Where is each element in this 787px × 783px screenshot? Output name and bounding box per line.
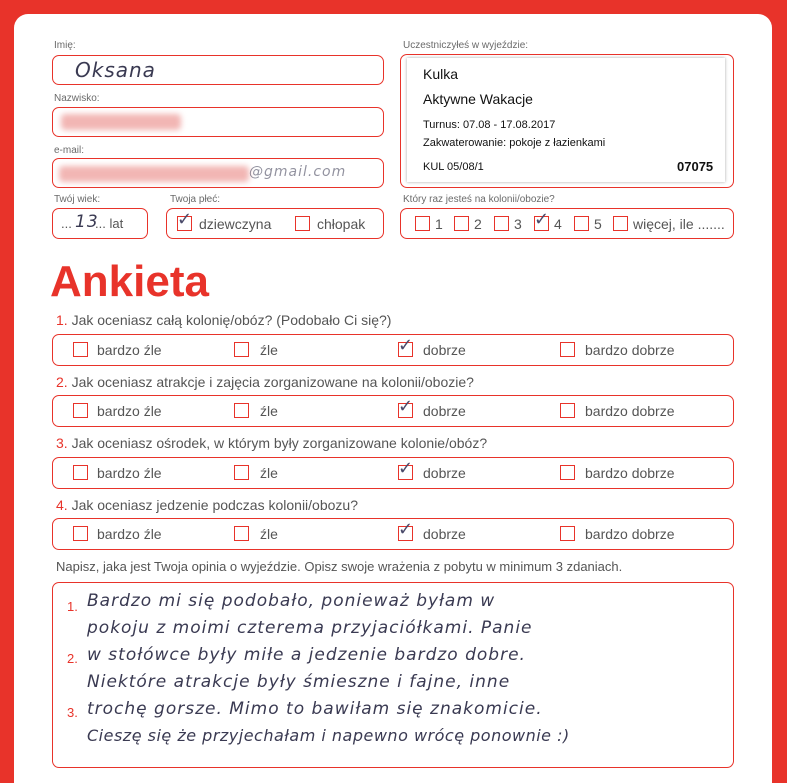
opinion-line-1: Bardzo mi się podobało, ponieważ byłam w bbox=[87, 591, 496, 611]
q4-checkbox-zle[interactable] bbox=[234, 526, 249, 541]
name-value: Oksana bbox=[75, 58, 156, 82]
q2-option-bardzo-zle: bardzo źle bbox=[97, 403, 162, 419]
opinion-line-2: pokoju z moimi czterema przyjaciółkami. Panie bbox=[87, 618, 533, 638]
q4-checkbox-bardzo-dobrze[interactable] bbox=[560, 526, 575, 541]
trip-card-line2: Aktywne Wakacje bbox=[423, 91, 533, 107]
q1-option-dobrze: dobrze bbox=[423, 342, 466, 358]
age-suffix: ... lat bbox=[95, 216, 124, 231]
age-value: 13 bbox=[75, 212, 99, 232]
trip-card-line1: Kulka bbox=[423, 66, 459, 82]
opinion-line-3: w stołówce były miłe a jedzenie bardzo dobre. bbox=[87, 645, 526, 665]
q4-option-bardzo-zle: bardzo źle bbox=[97, 526, 162, 542]
gender-field bbox=[166, 208, 384, 239]
q3-checkbox-zle[interactable] bbox=[234, 465, 249, 480]
opinion-line-4: Niektóre atrakcje były śmieszne i fajne, inne bbox=[87, 672, 511, 692]
question-4 bbox=[56, 497, 358, 513]
participant-label: Uczestniczyłeś w wyjeździe: bbox=[403, 40, 529, 51]
trip-number: 07075 bbox=[677, 159, 714, 174]
check-mark-icon: ✓ bbox=[398, 396, 414, 417]
accommodation-label: Zakwaterowanie: bbox=[423, 137, 507, 149]
question-1-number: 1. bbox=[56, 312, 68, 328]
question-3-number: 3. bbox=[56, 435, 68, 451]
email-redacted bbox=[59, 166, 249, 182]
q1-option-bardzo-zle: bardzo źle bbox=[97, 342, 162, 358]
times-checkbox-more[interactable] bbox=[613, 216, 628, 231]
question-4-text: Jak oceniasz jedzenie podczas kolonii/obozu? bbox=[71, 497, 358, 513]
times-option-5: 5 bbox=[594, 216, 602, 232]
q4-option-dobrze: dobrze bbox=[423, 526, 466, 542]
q2-option-bardzo-dobrze: bardzo dobrze bbox=[585, 403, 675, 419]
times-option-4: 4 bbox=[554, 216, 562, 232]
q1-option-bardzo-dobrze: bardzo dobrze bbox=[585, 342, 675, 358]
answer-row-4 bbox=[52, 518, 734, 550]
q1-checkbox-zle[interactable] bbox=[234, 342, 249, 357]
opinion-prompt: Napisz, jaka jest Twoja opinia o wyjeździe. Opisz swoje wrażenia z pobytu w minimum 3 zdaniach. bbox=[56, 559, 623, 574]
q3-checkbox-bardzo-zle[interactable] bbox=[73, 465, 88, 480]
question-3 bbox=[56, 435, 487, 451]
q4-checkbox-dobrze[interactable] bbox=[398, 519, 414, 541]
times-option-more: więcej, ile ....... bbox=[633, 216, 725, 232]
q2-option-zle: źle bbox=[260, 403, 278, 419]
q2-checkbox-bardzo-dobrze[interactable] bbox=[560, 403, 575, 418]
surname-redacted bbox=[61, 114, 181, 130]
times-option-1: 1 bbox=[435, 216, 443, 232]
q1-option-zle: źle bbox=[260, 342, 278, 358]
surname-field[interactable] bbox=[52, 107, 384, 137]
trip-card bbox=[407, 58, 725, 182]
opinion-box[interactable] bbox=[52, 582, 734, 768]
age-field[interactable] bbox=[52, 208, 148, 239]
times-checkbox-5[interactable] bbox=[574, 216, 589, 231]
q4-option-bardzo-dobrze: bardzo dobrze bbox=[585, 526, 675, 542]
question-2-number: 2. bbox=[56, 374, 68, 390]
q1-checkbox-bardzo-zle[interactable] bbox=[73, 342, 88, 357]
opinion-line-6: Cieszę się że przyjechałam i napewno wrócę ponownie :) bbox=[87, 726, 570, 745]
q2-checkbox-zle[interactable] bbox=[234, 403, 249, 418]
question-1 bbox=[56, 312, 391, 328]
times-option-3: 3 bbox=[514, 216, 522, 232]
q2-option-dobrze: dobrze bbox=[423, 403, 466, 419]
times-checkbox-2[interactable] bbox=[454, 216, 469, 231]
opinion-number-1: 1. bbox=[67, 599, 78, 614]
survey-title: Ankieta bbox=[50, 257, 209, 306]
answer-row-3 bbox=[52, 457, 734, 489]
gender-option-girl: dziewczyna bbox=[199, 216, 272, 232]
q3-checkbox-bardzo-dobrze[interactable] bbox=[560, 465, 575, 480]
times-checkbox-3[interactable] bbox=[494, 216, 509, 231]
trip-code: KUL 05/08/1 bbox=[423, 161, 484, 173]
check-mark-icon: ✓ bbox=[398, 458, 414, 479]
q4-checkbox-bardzo-zle[interactable] bbox=[73, 526, 88, 541]
question-1-text: Jak oceniasz całą kolonię/obóz? (Podobało Ci się?) bbox=[71, 312, 392, 328]
opinion-line-5: trochę gorsze. Mimo to bawiłam się znakomicie. bbox=[87, 699, 543, 719]
turnus-label: Turnus: bbox=[423, 119, 460, 131]
q3-option-zle: źle bbox=[260, 465, 278, 481]
answer-row-2 bbox=[52, 395, 734, 427]
email-field[interactable] bbox=[52, 158, 384, 188]
times-option-2: 2 bbox=[474, 216, 482, 232]
surname-label: Nazwisko: bbox=[54, 93, 100, 104]
email-visible: @gmail.com bbox=[249, 164, 347, 180]
turnus-value: 07.08 - 17.08.2017 bbox=[462, 119, 556, 131]
question-2-text: Jak oceniasz atrakcje i zajęcia zorganizowane na kolonii/obozie? bbox=[71, 374, 474, 390]
name-label: Imię: bbox=[54, 40, 76, 51]
email-label: e-mail: bbox=[54, 145, 85, 156]
opinion-number-3: 3. bbox=[67, 705, 78, 720]
times-checkbox-1[interactable] bbox=[415, 216, 430, 231]
q2-checkbox-dobrze[interactable] bbox=[398, 396, 414, 418]
accommodation-value: pokoje z łazienkami bbox=[509, 137, 606, 149]
q4-option-zle: źle bbox=[260, 526, 278, 542]
gender-label: Twoja płeć: bbox=[170, 194, 221, 205]
check-mark-icon: ✓ bbox=[398, 519, 414, 540]
q2-checkbox-bardzo-zle[interactable] bbox=[73, 403, 88, 418]
opinion-number-2: 2. bbox=[67, 651, 78, 666]
age-label: Twój wiek: bbox=[54, 194, 101, 205]
q3-checkbox-dobrze[interactable] bbox=[398, 458, 414, 480]
gender-option-boy: chłopak bbox=[317, 216, 366, 232]
name-field[interactable] bbox=[52, 55, 384, 85]
check-mark-icon: ✓ bbox=[534, 209, 550, 230]
gender-checkbox-girl[interactable] bbox=[177, 209, 193, 231]
q1-checkbox-bardzo-dobrze[interactable] bbox=[560, 342, 575, 357]
gender-checkbox-boy[interactable] bbox=[295, 216, 310, 231]
trip-card-frame bbox=[400, 54, 734, 188]
question-2 bbox=[56, 374, 474, 390]
answer-row-1 bbox=[52, 334, 734, 366]
times-checkbox-4[interactable] bbox=[534, 209, 550, 231]
times-label: Który raz jesteś na kolonii/obozie? bbox=[403, 194, 555, 205]
check-mark-icon: ✓ bbox=[398, 335, 414, 356]
q3-option-dobrze: dobrze bbox=[423, 465, 466, 481]
age-prefix: ... bbox=[61, 216, 72, 231]
q1-checkbox-dobrze[interactable] bbox=[398, 335, 414, 357]
question-3-text: Jak oceniasz ośrodek, w którym były zorganizowane kolonie/obóz? bbox=[71, 435, 488, 451]
q3-option-bardzo-dobrze: bardzo dobrze bbox=[585, 465, 675, 481]
q3-option-bardzo-zle: bardzo źle bbox=[97, 465, 162, 481]
times-field bbox=[400, 208, 734, 239]
check-mark-icon: ✓ bbox=[177, 209, 193, 230]
question-4-number: 4. bbox=[56, 497, 68, 513]
